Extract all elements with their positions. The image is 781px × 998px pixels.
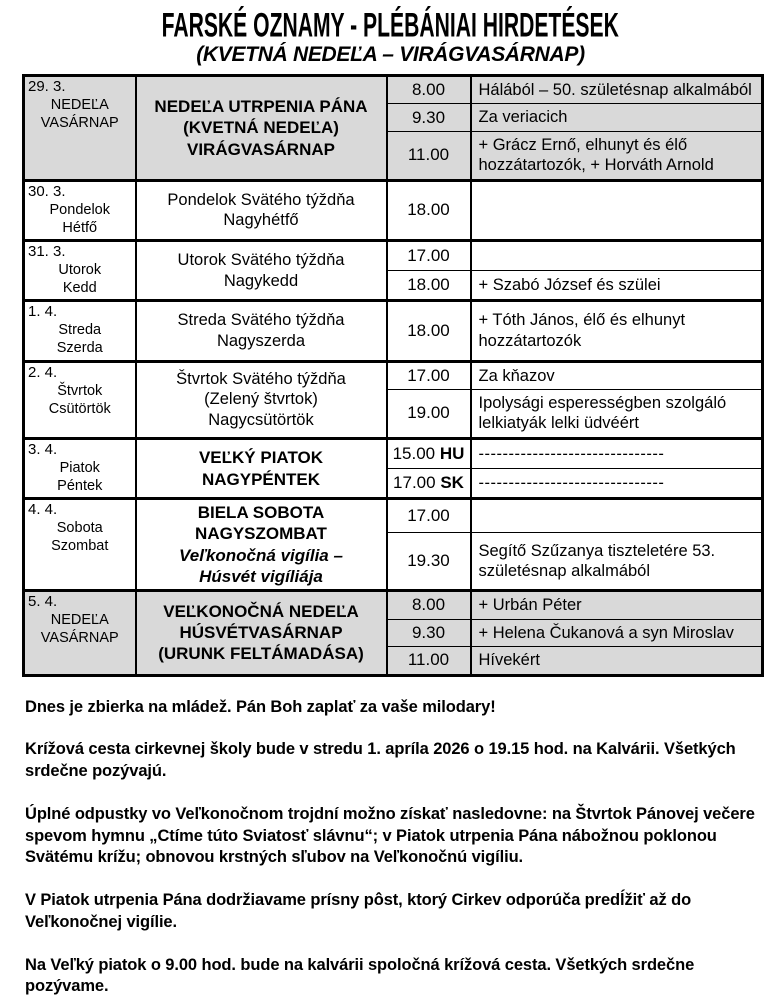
date-number: 4. 4. — [28, 501, 58, 519]
time-cell — [387, 180, 471, 240]
time-cell — [387, 591, 471, 619]
intention-cell: + Urbán Péter — [471, 591, 763, 619]
time-cell — [387, 131, 471, 180]
time-cell — [387, 619, 471, 646]
announcement-paragraph: Krížová cesta cirkevnej školy bude v stredu 1. apríla 2026 o 19.15 hod. na Kalvárii. Všetkých srdečne pozývajú. — [25, 740, 736, 781]
time-cell — [387, 241, 471, 271]
intention-cell: ------------------------------- — [471, 469, 763, 499]
table-row — [24, 361, 763, 389]
time-value: 18.00 — [407, 200, 450, 220]
date-cell — [24, 438, 136, 498]
date-number: 2. 4. — [28, 363, 58, 381]
description-cell — [136, 361, 387, 438]
intention-cell: ------------------------------- — [471, 438, 763, 468]
announcement-paragraph: Dnes je zbierka na mládež. Pán Boh zaplať za vaše milodary! — [25, 697, 496, 716]
date-day-label: NEDEĽA — [50, 612, 109, 629]
table-row — [24, 241, 763, 271]
time-value: 17.00 — [407, 246, 450, 266]
date-day-label: Szombat — [51, 538, 109, 555]
description-line: Pondelok Svätého týždňa — [167, 190, 355, 209]
time-value: 19.00 — [407, 403, 450, 423]
date-day-label: Péntek — [57, 478, 103, 495]
time-cell — [387, 271, 471, 301]
time-value: 18.00 — [407, 275, 450, 295]
date-cell — [24, 301, 136, 361]
date-day-label: Kedd — [62, 280, 97, 297]
page-title — [0, 5, 781, 44]
time-value: 9.30 — [411, 107, 446, 127]
date-number: 30. 3. — [28, 182, 66, 200]
description-line: VEĽKÝ PIATOK — [198, 448, 324, 468]
description-cell — [136, 301, 387, 361]
time-cell — [387, 469, 471, 499]
schedule-table — [22, 74, 764, 677]
date-day-label: VASÁRNAP — [40, 630, 119, 647]
description-line: (KVETNÁ NEDEĽA) — [183, 118, 339, 138]
document-header — [0, 0, 781, 67]
description-cell — [136, 76, 387, 181]
description-line: VIRÁGVASÁRNAP — [187, 139, 335, 159]
time-value: 17.00 — [407, 365, 450, 385]
description-line: Nagyszerda — [216, 331, 306, 350]
date-cell — [24, 180, 136, 240]
description-line: HÚSVÉTVASÁRNAP — [179, 623, 343, 643]
description-line: Nagyhétfő — [223, 211, 299, 230]
date-day-label: Štvrtok — [57, 382, 103, 399]
announcement-paragraph: V Piatok utrpenia Pána dodržiavame prísny pôst, ktorý Cirkev odporúča predĺžiť až do Veľkonočnej vigílie. — [25, 891, 692, 931]
description-cell — [136, 499, 387, 591]
description-line-italic: Húsvét vigíliája — [199, 566, 323, 586]
time-value: 17.00 — [393, 473, 436, 493]
date-day-label: Hétfő — [62, 219, 98, 236]
table-row — [24, 180, 763, 240]
date-number: 29. 3. — [28, 78, 66, 95]
description-cell — [136, 591, 387, 675]
time-value: 9.30 — [411, 622, 446, 642]
table-row — [24, 499, 763, 533]
description-line: Štvrtok Svätého týždňa — [176, 369, 346, 388]
intention-cell: + Szabó József és szülei — [471, 271, 763, 301]
time-cell — [387, 499, 471, 533]
time-value: 19.30 — [407, 551, 450, 571]
schedule-table-body — [24, 76, 763, 676]
date-cell — [24, 591, 136, 675]
description-line: (URUNK FELTÁMADÁSA) — [158, 644, 364, 664]
announcements-section — [25, 697, 757, 998]
description-cell — [136, 438, 387, 498]
intention-cell: Hívekért — [471, 647, 763, 675]
description-line-italic: Veľkonočná vigília – — [179, 545, 343, 565]
description-line: NAGYPÉNTEK — [201, 469, 321, 489]
time-value: 18.00 — [407, 320, 450, 340]
table-row — [24, 76, 763, 104]
description-line: Streda Svätého týždňa — [177, 311, 345, 330]
time-cell — [387, 301, 471, 361]
intention-cell: + Helena Čukanová a syn Miroslav — [471, 619, 763, 646]
date-day-label: Utorok — [58, 262, 102, 279]
date-day-label: VASÁRNAP — [40, 115, 119, 132]
description-cell — [136, 180, 387, 240]
time-value: 8.00 — [411, 595, 446, 615]
intention-cell: + Tóth János, élő és elhunyt hozzátartozók — [471, 301, 763, 361]
time-value: 11.00 — [407, 650, 450, 670]
page-subtitle: (KVETNÁ NEDEĽA – VIRÁGVASÁRNAP) — [196, 43, 585, 66]
time-cell — [387, 361, 471, 389]
announcement-paragraph: Úplné odpustky vo Veľkonočnom trojdní možno získať nasledovne: na Štvrtok Pánovej večere spevom hymnu „Ctíme túto Sviatosť slávnu“; v Piatok utrpenia Pána nábožnou poklonou Svätému krížu; obnovou krstných sľubov na Veľkonočnú vigíliu. — [25, 804, 755, 867]
description-line: Nagykedd — [223, 271, 299, 290]
description-line: NEDEĽA UTRPENIA PÁNA — [154, 97, 368, 117]
intention-cell — [471, 499, 763, 533]
date-number: 5. 4. — [28, 593, 58, 611]
time-language-suffix: SK — [440, 473, 464, 493]
intention-cell — [471, 180, 763, 240]
date-cell — [24, 76, 136, 181]
date-day-label: Sobota — [56, 520, 103, 537]
date-number: 1. 4. — [28, 303, 58, 321]
time-cell — [387, 104, 471, 131]
table-row — [24, 438, 763, 468]
description-line: (Zelený štvrtok) — [204, 390, 318, 409]
page-title-text: FARSKÉ OZNAMY - PLÉBÁNIAI HIRDETÉSEK — [161, 5, 620, 44]
description-line: Utorok Svätého týždňa — [177, 251, 345, 270]
intention-cell: Ipolysági esperességben szolgáló lelkiatyák lelki üdvéért — [471, 390, 763, 439]
date-day-label: Piatok — [59, 459, 100, 476]
intention-cell: Za kňazov — [471, 361, 763, 389]
description-cell — [136, 241, 387, 301]
table-row — [24, 301, 763, 361]
description-line: Nagycsütörtök — [208, 411, 314, 430]
date-day-label: Pondelok — [49, 201, 110, 218]
date-day-label: Streda — [58, 322, 102, 339]
time-cell — [387, 438, 471, 468]
intention-cell: Za veriacich — [471, 104, 763, 131]
intention-cell: + Grácz Ernő, elhunyt és élő hozzátartozók, + Horváth Arnold — [471, 131, 763, 180]
date-number: 31. 3. — [28, 243, 66, 261]
time-value: 17.00 — [407, 506, 450, 526]
description-line: VEĽKONOČNÁ NEDEĽA — [163, 601, 359, 621]
description-line: BIELA SOBOTA — [197, 503, 325, 523]
time-cell — [387, 533, 471, 591]
time-value: 11.00 — [407, 145, 450, 165]
date-number: 3. 4. — [28, 440, 58, 458]
table-row — [24, 591, 763, 619]
intention-cell: Segítő Szűzanya tiszteletére 53. születésnap alkalmából — [471, 533, 763, 591]
time-cell — [387, 390, 471, 439]
intention-cell: Hálából – 50. születésnap alkalmából — [471, 76, 763, 104]
date-cell — [24, 361, 136, 438]
announcement-paragraph: Na Veľký piatok o 9.00 hod. bude na kalvárii spoločná krížová cesta. Všetkých srdečne pozývame. — [25, 955, 695, 996]
date-day-label: Szerda — [56, 340, 103, 357]
intention-cell — [471, 241, 763, 271]
time-value: 15.00 — [392, 443, 436, 463]
time-cell — [387, 647, 471, 675]
date-cell — [24, 241, 136, 301]
date-day-label: Csütörtök — [48, 400, 111, 417]
date-cell — [24, 499, 136, 591]
description-line: NAGYSZOMBAT — [195, 524, 327, 544]
time-cell — [387, 76, 471, 104]
date-day-label: NEDEĽA — [50, 97, 109, 113]
time-value: 8.00 — [411, 80, 446, 100]
time-language-suffix: HU — [439, 443, 465, 463]
